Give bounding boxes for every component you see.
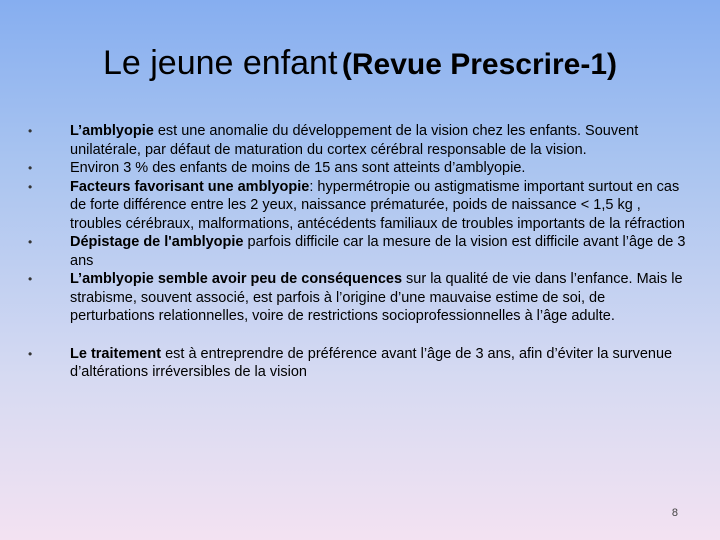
bullet-list [28, 122, 688, 382]
bullet-item [28, 122, 688, 159]
bullet-icon: • [28, 346, 33, 361]
bullet-bold-text: Le traitement [70, 345, 162, 362]
bullet-item [28, 159, 688, 178]
bullet-icon: • [28, 235, 33, 249]
bullet-text: : hypermétropie ou astigmatisme important surtout en cas de forte différence entre les 2 yeux, naissance prématurée, poids de naissance < 1,5 kg , troubles cérébraux, malformations, antécédents familiaux de troubles importants de la réfraction [70, 178, 685, 232]
bullet-text: Environ 3 % des enfants de moins de 15 ans sont atteints d’amblyopie. [70, 160, 526, 176]
bullet-item [28, 178, 688, 234]
bullet-text: sur la qualité de vie dans l’enfance. Mais le strabisme, souvent associé, est parfois à l’origine d’une mauvaise estime de soi, de perturbations relationnelles, voire de restrictions socioprofessionnelles à l’âge adulte. [70, 271, 683, 324]
bullet-text: est une anomalie du développement de la vision chez les enfants. Souvent unilatérale, par défaut de maturation du cortex cérébral responsable de la vision. [70, 123, 639, 158]
bullet-icon: • [28, 272, 33, 286]
title-subtitle: (Revue Prescrire-1) [341, 48, 618, 81]
title-main: Le jeune enfant [102, 44, 338, 82]
bullet-bold-text: L’amblyopie semble avoir peu de conséquences [70, 271, 403, 287]
bullet-item [28, 233, 688, 270]
bullet-text: est à entreprendre de préférence avant l’âge de 3 ans, afin d’éviter la survenue d’altérations irréversibles de la vision [70, 345, 673, 380]
bullet-bold-text: Facteurs favorisant une amblyopie [70, 178, 310, 195]
bullet-item [28, 345, 688, 382]
slide-title [0, 44, 720, 83]
bullet-icon: • [28, 179, 33, 194]
bullet-item [28, 270, 688, 326]
bullet-icon: • [28, 161, 33, 175]
bullet-text: parfois difficile car la mesure de la vision est difficile avant l’âge de 3 ans [70, 234, 686, 269]
bullet-bold-text: L’amblyopie [70, 123, 154, 139]
bullet-icon: • [28, 124, 33, 138]
page-number: 8 [671, 507, 678, 519]
bullet-bold-text: Dépistage de l'amblyopie [70, 234, 244, 250]
